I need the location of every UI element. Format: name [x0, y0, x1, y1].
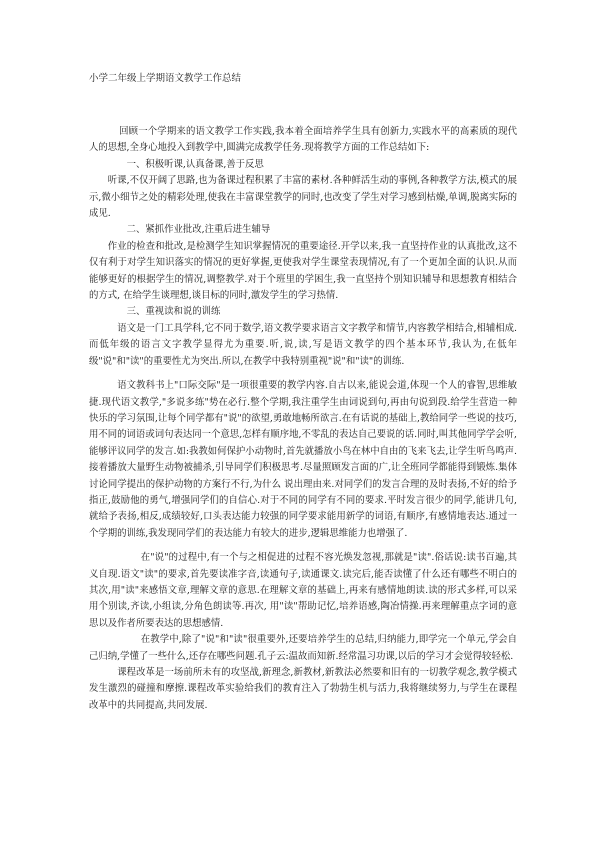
paragraph-homework: 作业的检查和批改,是检测学生知识掌握情况的重要途径.开学以来,我一直坚持作业的认真批改,这不仅有利于对学生知识落实的情况的更好掌握,更使我对学生课堂表现情况,有了一个更加全面的认识.从而能够更好的根据学生的情况,调整教学.对于个班里的学困生,我一直坚持个别知识辅导和思想教育相结合的方式, 在给学生谈理想,谈目标的同时,激发学生的学习热情.: [89, 240, 517, 302]
paragraph-speaking: 语文教科书上"口际交际"是一项很重要的教学内容.自古以来,能说会道,体现一个人的睿智,思维敏捷.现代语文教学,"多说多练"势在必行.整个学期,我注重学生由词说到句,再由句说到段.给学生营造一种快乐的学习氛围,让每个同学都有"说"的欲望,勇敢地畅所欲言.在有话说的基础上,教给同学一些说的技巧,用不同的词语或词句表达同一个意思,怎样有顺序地,不零乱的表达自己要说的话.同时,叫其他同学学会听,能够评议同学的发言.如:我教如何保护小动物时,首先就播放小鸟在林中自由的飞来飞去,让学生听鸟鸣声.接着播放大量野生动物被捕杀,引导同学们积极思考.尽量照顾发言面的广,让全班同学都能得到锻炼.集体讨论同学提出的保护动物的方案行不行,为什么 说出理由来.对同学们的发言合理的及时表扬,不好的给予指正,鼓励他的勇气,增强同学们的自信心.对于不同的同学有不同的要求.平时发言很少的同学,能讲几句,就给予表扬,相反,成绩较好,口头表达能力较强的同学要求能用新学的词语,有顺序,有感情地表达.通过一个学期的训练,我发现同学们的表达能力有较大的进步,逻辑思维能力也增强了.: [89, 380, 517, 539]
section-heading-1: 一、积极听课,认真备课,善于反思: [126, 158, 264, 170]
document-body: [89, 124, 517, 714]
document-title: 小学二年级上学期语文教学工作总结: [89, 73, 242, 84]
paragraph-reading: 在"说"的过程中,有一个与之相促进的过程不容光焕发忽视,那就是"读".俗话说:读书百遍,其义自现.语文"读"的要求,首先要读准字音,读通句子,读通课文.读完后,能否读懂了什么还有哪些不明白的 其次,用"读"来感悟文章,理解文章的意思.在理解文章的基础上,再来有感情地朗读.读的形式多样,可以采用个别读,齐读,小组读,分角色朗读等.再次, 用"读"帮助记忆,培养语感,陶冶情操.再来理解重点字词的意思以及作者所要表达的思想感情.: [89, 552, 517, 629]
section-heading-3: 三、重视读和说的训练: [126, 306, 221, 318]
paragraph-summary: 在教学中,除了"说"和"读"很重要外,还要培养学生的总结,归纳能力,即学完一个单元,学会自己归纳,学懂了一些什么,还存在哪些问题.孔子云:温故而知新.经常温习功课,以后的学习才会觉得较轻松.: [89, 634, 517, 662]
paragraph-reform: 课程改革是一场前所未有的攻坚战,新理念,新教材,新教法必然要和旧有的一切教学观念,教学模式发生激烈的碰撞和摩擦.课程改革实验给我们的教育注入了勃勃生机与活力,我将继续努力,与学生在课程改革中的共同提高,共同发展.: [89, 667, 517, 711]
section-heading-2: 二、紧抓作业批改,注重后进生辅导: [126, 224, 271, 236]
intro-paragraph: 回顾一个学期来的语文教学工作实践,我本着全面培养学生具有创新力,实践水平的高素质的现代人的思想,全身心地投入到教学中,圆满完成教学任务.现将教学方面的工作总结如下:: [89, 126, 517, 154]
paragraph-language-tool: 语文是一门工具学科,它不同于数学,语文教学要求语言文字教学和情节,内容教学相结合,相辅相成.而低年级的语言文字教学显得尤为重要.听,说,读,写是语文教学的四个基本环节,我认为,在低年级"说"和"读"的重要性尤为突出.所以,在教学中我特别重视"说"和"读"的训练.: [89, 322, 517, 367]
paragraph-listening: 听课,不仅开阔了思路,也为备课过程积累了丰富的素材.各种鲜活生动的事例,各种教学方法,模式的展示,微小细节之处的精彩处理,使我在丰富课堂教学的同时,也改变了学生对学习感到枯燥,单调,脱离实际的成见.: [89, 175, 517, 220]
